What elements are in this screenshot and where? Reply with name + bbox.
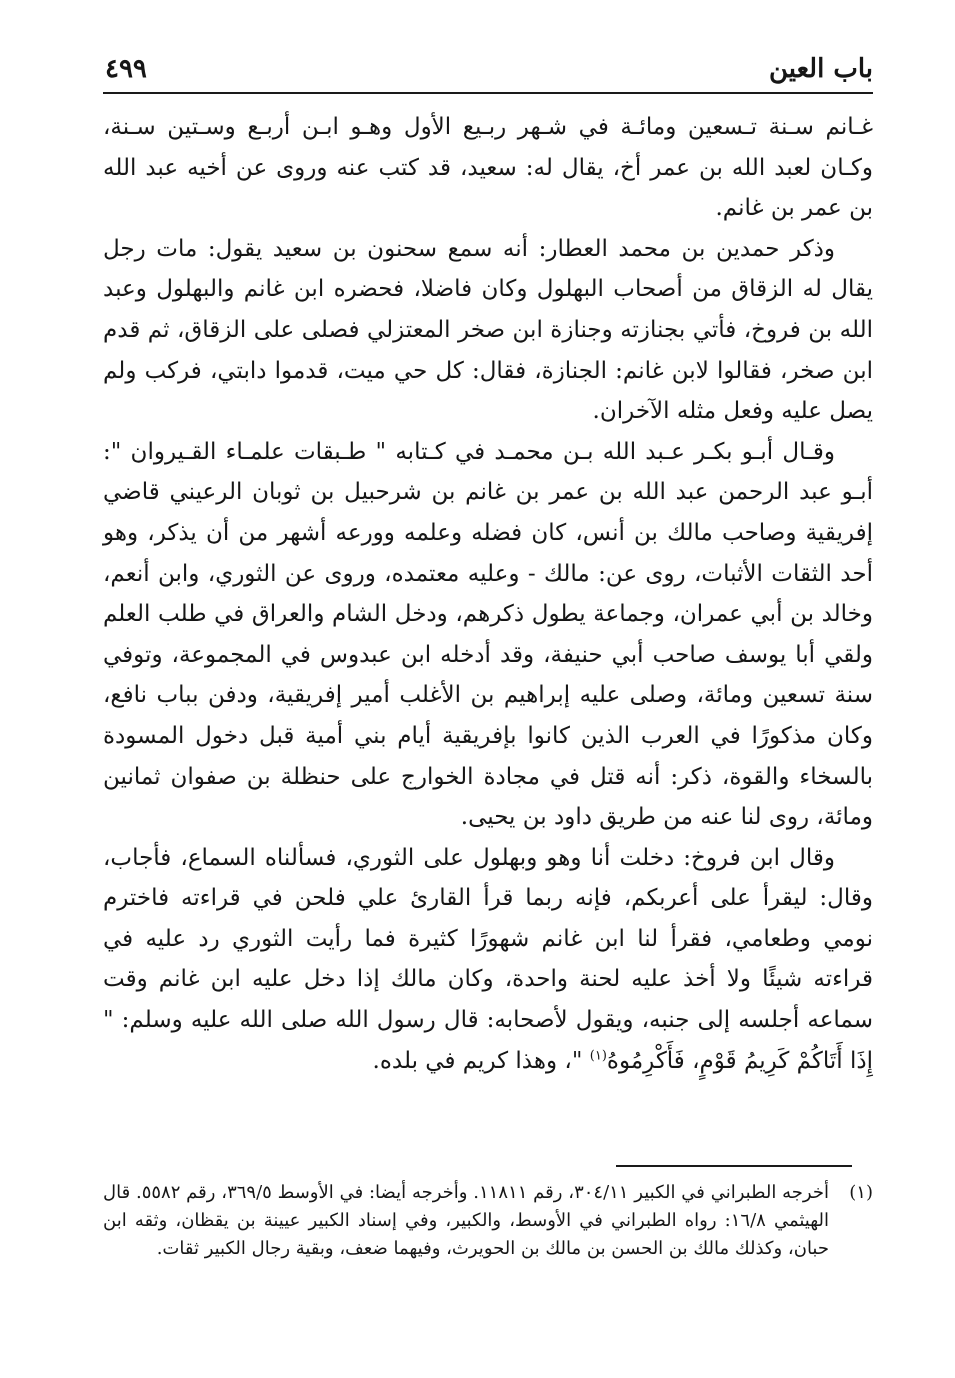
paragraph: وذكر حمدين بن محمد العطار: أنه سمع سحنون بن سعيد يقول: مات رجل يقال له الزقاق من أصحاب البهلول وكان فاضلا، فحضره ابن غانم والبهلول وعبد الله بن فروخ، فأتي بجنازته وجنازة ابن صخر المعتزلي فصلى على الزقاق، ثم قدم ابن صخر، فقالوا لابن غانم: الجنازة، فقال: كل حي ميت، قدموا دابتي، فركب ولم يصل عليه وفعل مثله الآخران.: [103, 235, 873, 425]
footnote-reference[interactable]: (١): [589, 1048, 607, 1063]
footnote: [103, 1179, 873, 1262]
footnote-text: أخرجه الطبراني في الكبير ٣٠٤/١١، رقم ١١٨١١. وأخرجه أيضا: في الأوسط ٣٦٩/٥، رقم ٥٥٨٢. قال الهيثمي ١٦/٨: رواه الطبراني في الأوسط، والكبير، وفي إسناد الكبير عيينة بن يقظان، وثقه ابن حبان، وكذلك مالك بن الحسن بن مالك بن الحويرث، وفيهما ضعف، وبقية رجال الكبير ثقات.: [103, 1182, 829, 1259]
footnote-separator: [616, 1165, 852, 1167]
paragraph: وقـال أبـو بكـر عـبد الله بـن محمـد في كـتابه " طـبقات علمـاء القـيروان ": أبـو عبد الرحمن عبد الله بن عمر بن غانم بن شرحبيل بن ثوبان الرعيني قاضي إفريقية وصاحب مالك بن أنس، كان فضله وعلمه وورعه أشهر من أن يذكر، وهو أحد الثقات الأثبات، روى عن: مالك - وعليه معتمده، وروى عن الثوري، وابن أنعم، وخالد بن أبي عمران، وجماعة يطول ذكرهم، ودخل الشام والعراق في طلب العلم ولقي أبا يوسف صاحب أبي حنيفة، وقد أدخله ابن عبدوس في المجموعة، وتوفي سنة تسعين ومائة، وصلى عليه إبراهيم بن الأغلب أمير إفريقية، ودفن بباب نافع، وكان مذكورًا في العرب الذين كانوا بإفريقية أيام بني أمية قبل دخول المسودة بالسخاء والقوة، ذكر: أنه قتل في مجادة الخوارج على حنظلة بن صفوان ثمانين ومائة، روى لنا عنه من طريق داود بن يحيى.: [103, 438, 873, 831]
paragraph-text: "، وهذا كريم في بلده.: [372, 1047, 590, 1074]
paragraph: غـانم سـنة تـسعين ومائـة في شـهر ربـيع الأول وهـو ابـن أربـع وسـتين سـنة، وكـان لعبد الله بن عمر أخ، يقال له: سعيد، قد كتب عنه وروى عن أخيه عبد الله بن عمر بن غانم.: [103, 114, 873, 222]
footnote-number: (١): [849, 1182, 873, 1203]
main-text: [103, 107, 873, 1081]
running-header: [103, 48, 873, 94]
paragraph-text: وقال ابن فروخ: دخلت أنا وهو وبهلول على الثوري، فسألناه السماع، فأجاب، وقال: ليقرأ على أعربكم، فإنه ربما قرأ القارئ علي فلحن في قراءته فاخترم نومي وطعامي، فقرأ لنا ابن غانم شهورًا كثيرة فما رأيت الثوري رد عليه في قراءته شيئًا ولا أخذ عليه لحنة واحدة، وكان مالك إذا دخل عليه ابن غانم وقت سماعه أجلسه إلى جنبه، ويقول لأصحابه: قال رسول الله صلى الله عليه وسلم: " إِذَا أَتَاكُمْ كَرِيمُ قَوْمٍ، فَأَكْرِمُوهُ: [103, 844, 873, 1074]
chapter-title: باب العين: [768, 54, 873, 84]
footnotes: [103, 1179, 873, 1262]
page-number: ٤٩٩: [105, 54, 147, 84]
paragraph: [103, 838, 873, 1082]
